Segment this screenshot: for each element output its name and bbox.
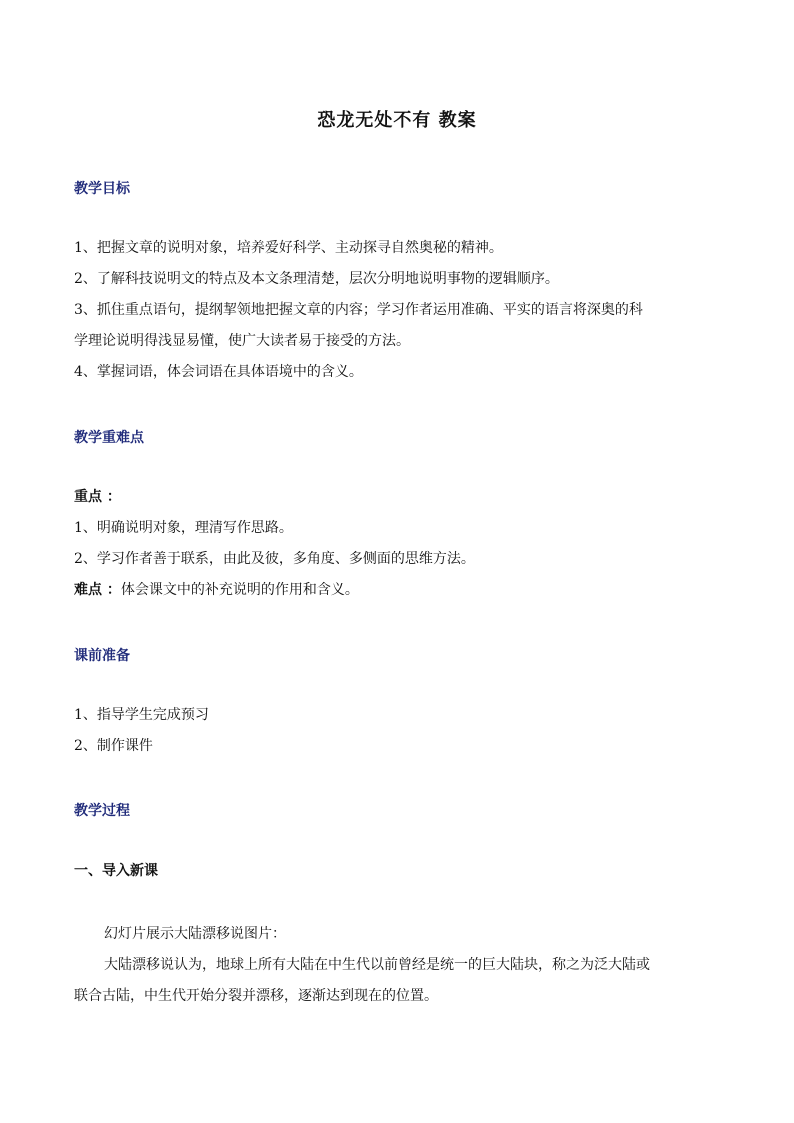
heading-preparation: 课前准备 [74,648,130,664]
paragraph-drift-line-2: 联合古陆，中生代开始分裂并漂移，逐渐达到现在的位置。 [74,988,438,1004]
difficulty-label: 难点 ： [74,582,121,598]
heading-teaching-process: 教学过程 [74,803,130,819]
difficulty-line [74,582,359,598]
prep-item-1: 1、指导学生完成预习 [74,707,209,723]
goal-item-3-continued: 学理论说明得浅显易懂，使广大读者易于接受的方法。 [74,333,410,349]
prep-item-2: 2、制作课件 [74,738,153,754]
key-point-1: 1、明确说明对象，理清写作思路。 [74,520,293,536]
goal-item-2: 2、了解科技说明文的特点及本文条理清楚，层次分明地说明事物的逻辑顺序。 [74,271,559,287]
key-point-2: 2、学习作者善于联系，由此及彼，多角度、多侧面的思维方法。 [74,551,475,567]
difficulty-text: 体会课文中的补充说明的作用和含义。 [120,582,359,598]
paragraph-drift-line-1: 大陆漂移说认为，地球上所有大陆在中生代以前曾经是统一的巨大陆块，称之为泛大陆或 [104,957,650,973]
subheading-intro: 一、导入新课 [74,863,158,879]
goal-item-4: 4、掌握词语，体会词语在具体语境中的含义。 [74,364,363,380]
heading-key-difficulties: 教学重难点 [74,430,144,446]
heading-teaching-goals: 教学目标 [74,181,130,197]
goal-item-1: 1、把握文章的说明对象，培养爱好科学、主动探寻自然奥秘的精神。 [74,240,503,256]
goal-item-3: 3、抓住重点语句，提纲挈领地把握文章的内容；学习作者运用准确、平实的语言将深奥的科 [74,302,643,318]
key-points-label: 重点 ： [74,489,121,505]
page-title: 恐龙无处不有 教案 [317,110,477,131]
paragraph-slide: 幻灯片展示大陆漂移说图片： [104,926,286,942]
